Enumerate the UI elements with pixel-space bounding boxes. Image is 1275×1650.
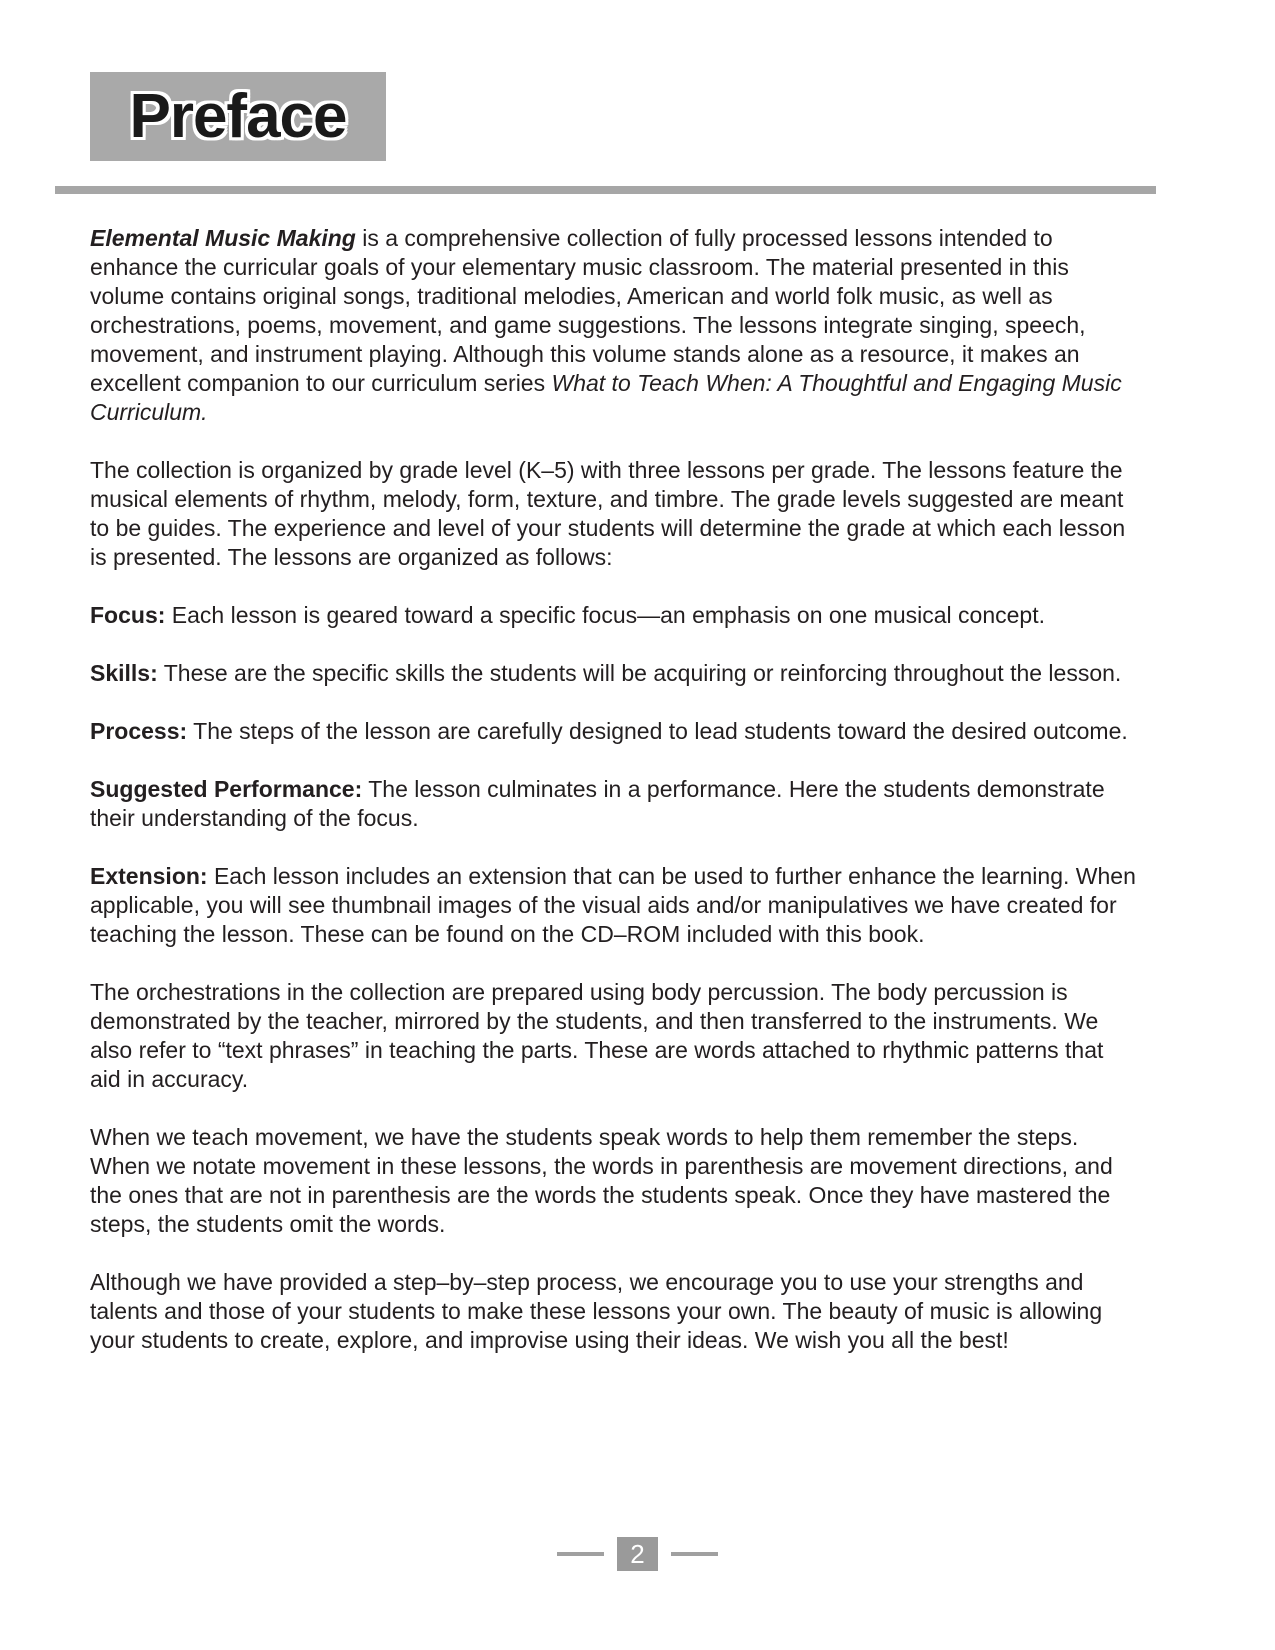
page-footer bbox=[0, 1537, 1275, 1571]
horizontal-rule bbox=[55, 186, 1156, 194]
footer-dash-right bbox=[671, 1552, 718, 1556]
paragraph-skills bbox=[90, 659, 1138, 688]
paragraph-process bbox=[90, 717, 1138, 746]
paragraph-orchestrations bbox=[90, 978, 1138, 1094]
paragraph-extension bbox=[90, 862, 1138, 949]
paragraph-organization bbox=[90, 456, 1138, 572]
paragraph-focus bbox=[90, 601, 1138, 630]
paragraph-intro bbox=[90, 224, 1138, 427]
paragraph-text: is a comprehensive collection of fully processed lessons intended to enhance the curricular goals of your elementary music classroom. The material presented in this volume contains original songs, traditional melodies, American and world folk music, as well as orchestrations, poems, movement, and game suggestions. The lessons integrate singing, speech, movement, and instrument playing. Although this volume stands alone as a resource, it makes an excellent companion to our curriculum series bbox=[90, 225, 1086, 396]
title-banner bbox=[90, 72, 386, 161]
paragraph-text: The collection is organized by grade level (K–5) with three lessons per grade. The lessons feature the musical elements of rhythm, melody, form, texture, and timbre. The grade levels suggested are meant to be guides. The experience and level of your students will determine the grade at which each lesson is presented. The lessons are organized as follows: bbox=[90, 457, 1126, 570]
series-title-text: What to Teach When: A Thoughtful and Engaging Music Curriculum. bbox=[90, 370, 1122, 425]
footer-dash-left bbox=[557, 1552, 604, 1556]
paragraph-text: The orchestrations in the collection are prepared using body percussion. The body percussion is demonstrated by the teacher, mirrored by the students, and then transferred to the instruments. We also refer to “text phrases” in teaching the parts. These are words attached to rhythmic patterns that aid in accuracy. bbox=[90, 979, 1104, 1092]
paragraph-text: When we teach movement, we have the students speak words to help them remember the steps. When we notate movement in these lessons, the words in parenthesis are movement directions, and the ones that are not in parenthesis are the words the students speak. Once they have mastered the steps, the students omit the words. bbox=[90, 1124, 1113, 1237]
paragraph-suggested-performance bbox=[90, 775, 1138, 833]
skills-label: Skills: bbox=[90, 660, 158, 686]
suggested-performance-label: Suggested Performance: bbox=[90, 776, 363, 802]
paragraph-text: These are the specific skills the students will be acquiring or reinforcing throughout the lesson. bbox=[157, 660, 1122, 686]
page-title: Preface bbox=[129, 82, 347, 151]
book-title-text: Elemental Music Making bbox=[90, 225, 356, 251]
extension-label: Extension: bbox=[90, 863, 208, 889]
paragraph-text: Each lesson includes an extension that can be used to further enhance the learning. When applicable, you will see thumbnail images of the visual aids and/or manipulatives we have created for teaching the lesson. These can be found on the CD–ROM included with this book. bbox=[90, 863, 1136, 947]
paragraph-movement bbox=[90, 1123, 1138, 1239]
body-content bbox=[90, 224, 1138, 1384]
page-number: 2 bbox=[630, 1539, 645, 1569]
focus-label: Focus: bbox=[90, 602, 166, 628]
paragraph-closing bbox=[90, 1268, 1138, 1355]
page-number-box bbox=[617, 1537, 658, 1571]
process-label: Process: bbox=[90, 718, 188, 744]
paragraph-text: Each lesson is geared toward a specific focus—an emphasis on one musical concept. bbox=[165, 602, 1045, 628]
paragraph-text: The steps of the lesson are carefully designed to lead students toward the desired outcome. bbox=[187, 718, 1128, 744]
paragraph-text: Although we have provided a step–by–step process, we encourage you to use your strengths and talents and those of your students to make these lessons your own. The beauty of music is allowing your students to create, explore, and improvise using their ideas. We wish you all the best! bbox=[90, 1269, 1103, 1353]
paragraph-text: The lesson culminates in a performance. Here the students demonstrate their understanding of the focus. bbox=[90, 776, 1105, 831]
